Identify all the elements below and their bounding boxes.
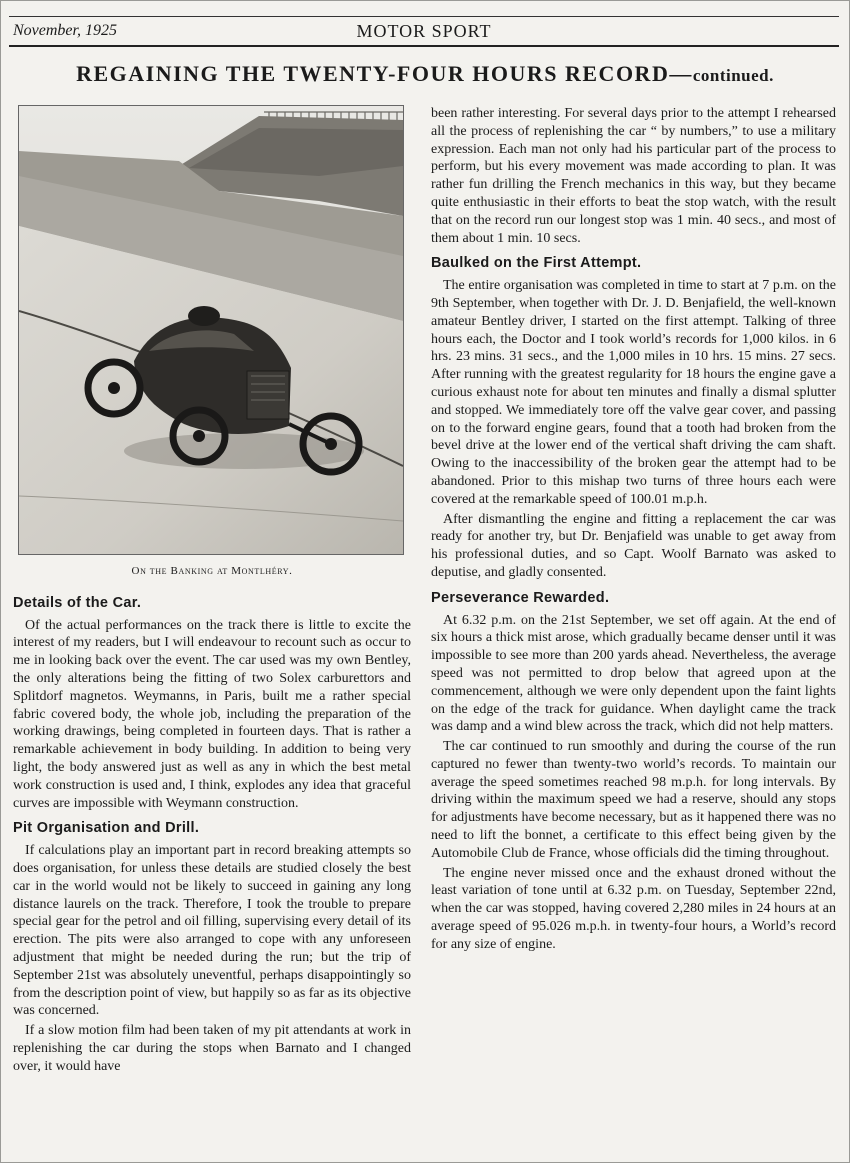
title-main: REGAINING THE TWENTY-FOUR HOURS RECORD— bbox=[76, 61, 693, 86]
paragraph: If a slow motion film had been taken of my pit attendants at work in replenishing the car during the stops when Barnato and I changed over, it would have bbox=[13, 1023, 411, 1074]
top-rule bbox=[9, 16, 839, 17]
paragraph: After dismantling the engine and fitting a replacement the car was ready for another try, but Dr. Benjafield was unable to get away from his professional duties, and so Capt. Woolf Barnato was asked to deputise, and gladly consented. bbox=[431, 511, 836, 580]
paragraph: If calculations play an important part in record breaking attempts so does organisation, for unless these details are studied closely the best car in the world would not be likely to succeed in gaining any long distance laurels on the track. Therefore, I took the trouble to prepare special gear for the petrol and oil filling, supervising every detail of its erection. The pits were also arranged to cope with any unforeseen adjustment that might be needed during the run; but the trip of September 21st was absolutely uneventful, perhaps disappointingly so from the description point of view, but happily so as far as its objective was concerned. bbox=[13, 843, 412, 1019]
right-column bbox=[431, 105, 836, 956]
paragraph: At 6.32 p.m. on the 21st September, we set off again. At the end of six hours a thick mist arose, which gradually became denser until it was impossible to see more than 200 yards ahead. Nevertheless, the average speed was not permitted to drop below that agreed upon at the commencement, although we were only dependent upon the faint lights on the edge of the track for guidance. When daylight came the track was damp and a wind blew across the track, which did not help matters. bbox=[431, 612, 836, 735]
heading-perseverance-rewarded: Perseverance Rewarded. bbox=[431, 589, 610, 606]
photo-caption: On the Banking at Montlhéry. bbox=[131, 565, 293, 577]
article-title bbox=[1, 61, 849, 87]
heading-pit-organisation: Pit Organisation and Drill. bbox=[13, 820, 200, 837]
heading-baulked-first-attempt: Baulked on the First Attempt. bbox=[431, 255, 642, 272]
paragraph: The car continued to run smoothly and during the course of the run captured no fewer than twenty-two world’s records. To maintain our average the speed sometimes reached 98 m.p.h. for long intervals. By driving within the maximum speed we had a reserve, should any stops for adjustments have become necessary, but as it happened there was no need to lift the bonnet, a certificate to this effect being given by the Automobile Club de France, whose officials did the timing throughout. bbox=[431, 739, 836, 861]
race-car-photo bbox=[18, 105, 404, 555]
heading-details-of-the-car: Details of the Car. bbox=[13, 594, 142, 611]
issue-date: November, 1925 bbox=[13, 22, 117, 39]
page-header bbox=[9, 18, 839, 44]
magazine-name: MOTOR SPORT bbox=[356, 21, 492, 41]
left-column bbox=[13, 105, 411, 1078]
paragraph: The engine never missed once and the exhaust droned without the least variation of tone until at 6.32 p.m. on Tuesday, September 22nd, when the car was stopped, having covered 2,280 miles in 24 hours at an average speed of 95.026 m.p.h. in twenty-four hours, a World’s record for any size of engine. bbox=[431, 865, 836, 952]
title-continued: continued. bbox=[692, 66, 774, 85]
paragraph: been rather interesting. For several days prior to the attempt I rehearsed all the process of replenishing the car “ by numbers,” to use a military expression. Each man not only had his particular part of the process to perform, but his every movement was made according to plan. It was rather fun drilling the French mechanics in this way, but they became quite enthusiastic in their efforts to beat the stop watch, with the result that on the record run our longest stop was 1 min. 40 secs., and most of them about 1 min. 10 secs. bbox=[431, 106, 836, 246]
banking-photo-illustration bbox=[19, 106, 403, 554]
paragraph: Of the actual performances on the track there is little to excite the interest of my readers, but I will endeavour to recount such as occur to me in looking back over the event. The car used was my own Bentley, the only alterations being the fitting of two Solex carburettors and Splitdorf magnetos. Weymanns, in Paris, built me a rather special fabric covered body, the whole job, including the preparation of the working drawings, being completed in fourteen days. That is rather a remarkable achievement in body building. In addition to being very light, the body answered just as well as any in which the best metal work construction is used and, I think, explodes any idea that graceful curves are impossible with Weymann construction. bbox=[13, 617, 411, 811]
paragraph: The entire organisation was completed in time to start at 7 p.m. on the 9th September, when together with Dr. J. D. Benjafield, the well-known amateur Bentley driver, I started on the first attempt. Talking of three hours each, the Doctor and I took world’s records for 1,000 kilos. in 6 hrs. 23 mins. 31 secs., and the 1,000 miles in 10 hrs. 15 mins. 27 secs. After running with the greatest regularity for 18 hours the engine gave a curious exhaust note for about ten minutes and finally a dismal splutter and stopped. We immediately tore off the valve gear cover, and passing on to the forward engine gears, found that a tooth had broken from the bevel drive at the lower end of the vertical shaft driving the cam shaft. Owing to the inaccessibility of the broken gear the attempt had to be abandoned. Prior to this mishap two turns of three hours each were covered at the remarkable speed of 100.01 m.p.h. bbox=[431, 278, 836, 507]
header-rule bbox=[9, 45, 839, 47]
